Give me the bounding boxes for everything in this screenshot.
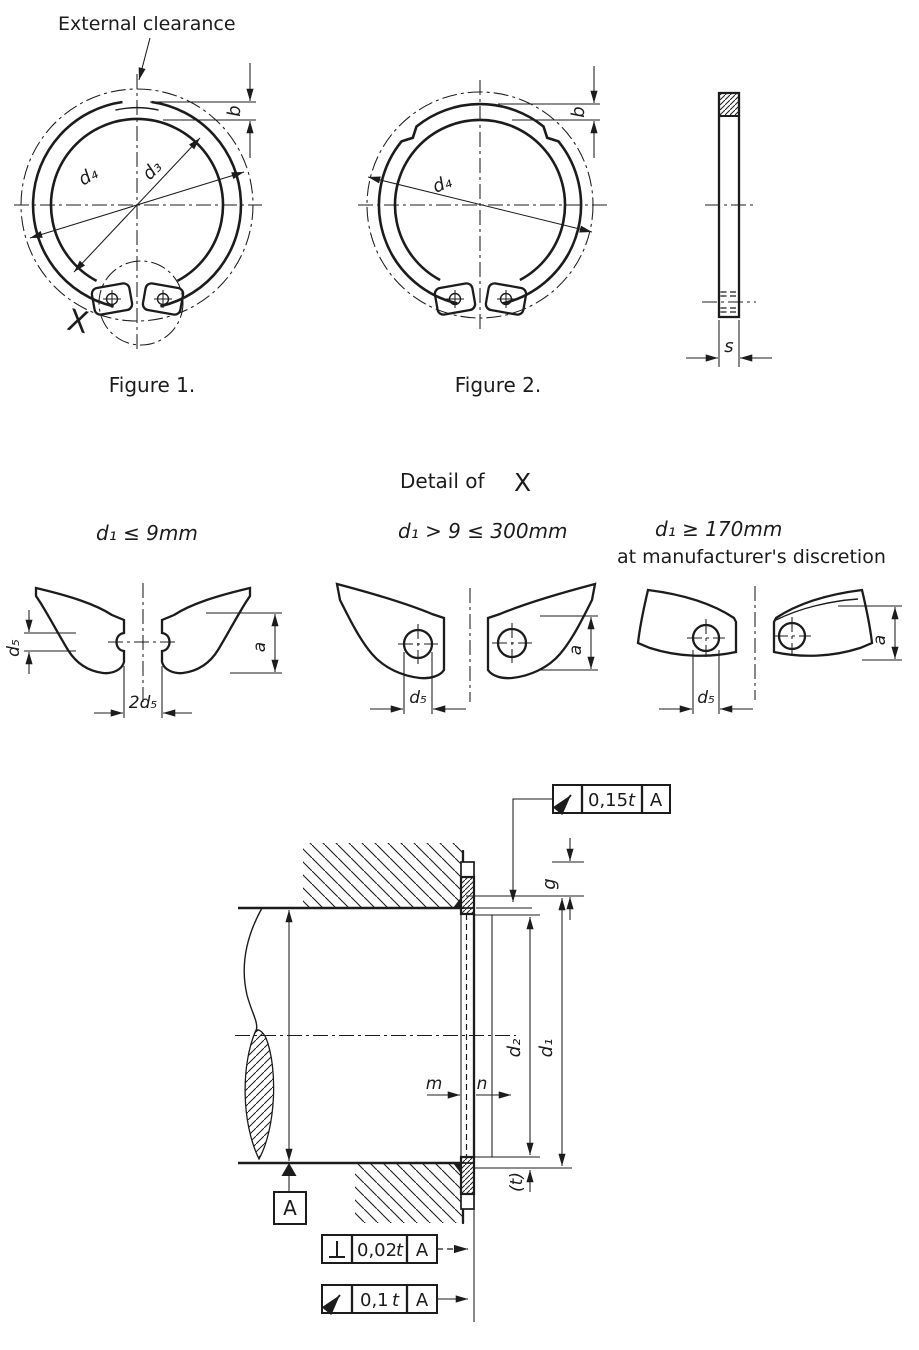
figure2-ring-front-view	[358, 66, 608, 397]
ring-section-bottom	[461, 1157, 474, 1194]
fcf-runout-top	[513, 785, 670, 902]
condition-label: d₁ > 9 ≤ 300mm	[398, 519, 568, 543]
dim-d3-label: d₃	[138, 156, 167, 185]
dim-a-label: a	[566, 644, 586, 656]
external-clearance-label: External clearance	[58, 13, 236, 35]
installation-cross-section	[235, 785, 670, 1322]
dim-t-label: (t)	[507, 1172, 527, 1192]
dim-d5-label: d₅	[697, 688, 715, 708]
fcf-t: t	[392, 1290, 400, 1311]
ring-side-view	[686, 93, 772, 367]
datum-label: A	[283, 1196, 297, 1220]
dim-b-label: b	[568, 106, 589, 118]
detail-heading: Detail of	[400, 469, 485, 493]
fcf-t: t	[396, 1240, 404, 1261]
condition-label: d₁ ≤ 9mm	[96, 521, 198, 545]
detail-variant-medium	[337, 519, 598, 714]
break-line	[244, 908, 262, 1032]
dim-n-label: n	[476, 1074, 488, 1094]
figure1-caption: Figure 1.	[108, 373, 196, 397]
fcf-perpendicularity	[322, 1235, 468, 1263]
housing-section-bottom	[355, 1163, 463, 1223]
annotation-leader	[139, 38, 150, 80]
dim-d4-label: d₄	[429, 171, 455, 198]
fcf-datum: A	[415, 1290, 429, 1311]
housing-section-top	[303, 843, 463, 908]
dim-b-label: b	[224, 105, 245, 117]
dim-2d5-label: 2d₅	[128, 693, 158, 713]
dim-d2-label: d₂	[504, 1038, 525, 1058]
datum-triangle	[282, 1163, 297, 1176]
dim-d1-label: d₁	[536, 1038, 557, 1058]
fcf-value: 0,02	[357, 1240, 398, 1261]
condition-label: d₁ ≥ 170mm	[655, 517, 783, 541]
fcf-datum: A	[649, 790, 663, 811]
fcf-value: 0,15	[588, 790, 629, 811]
detail-x-marker: X	[64, 302, 92, 342]
dim-g-label: g	[539, 878, 560, 890]
detail-x-section	[4, 468, 902, 718]
dim-d5-label: d₅	[409, 688, 427, 708]
condition-note: at manufacturer's discretion	[617, 546, 886, 568]
dim-a-label: a	[870, 634, 890, 646]
detail-x-ref: X	[514, 468, 532, 497]
dim-a-label: a	[250, 641, 270, 653]
fcf-runout-bottom	[322, 1285, 468, 1313]
figure2-caption: Figure 2.	[454, 373, 542, 397]
dim-s-label: s	[724, 336, 734, 357]
dim-d5-label: d₅	[4, 639, 24, 657]
partial-section	[245, 1030, 274, 1159]
figure1-ring-front-view	[14, 13, 262, 397]
dim-d4-label: d₄	[74, 162, 102, 191]
fcf-t: t	[628, 790, 636, 811]
lug-section-hatched	[719, 93, 739, 116]
fcf-value: 0,1	[360, 1290, 389, 1311]
dim-m-label: m	[425, 1074, 443, 1094]
detail-variant-small	[4, 521, 282, 718]
fcf-datum: A	[415, 1240, 429, 1261]
detail-variant-large	[617, 517, 902, 714]
